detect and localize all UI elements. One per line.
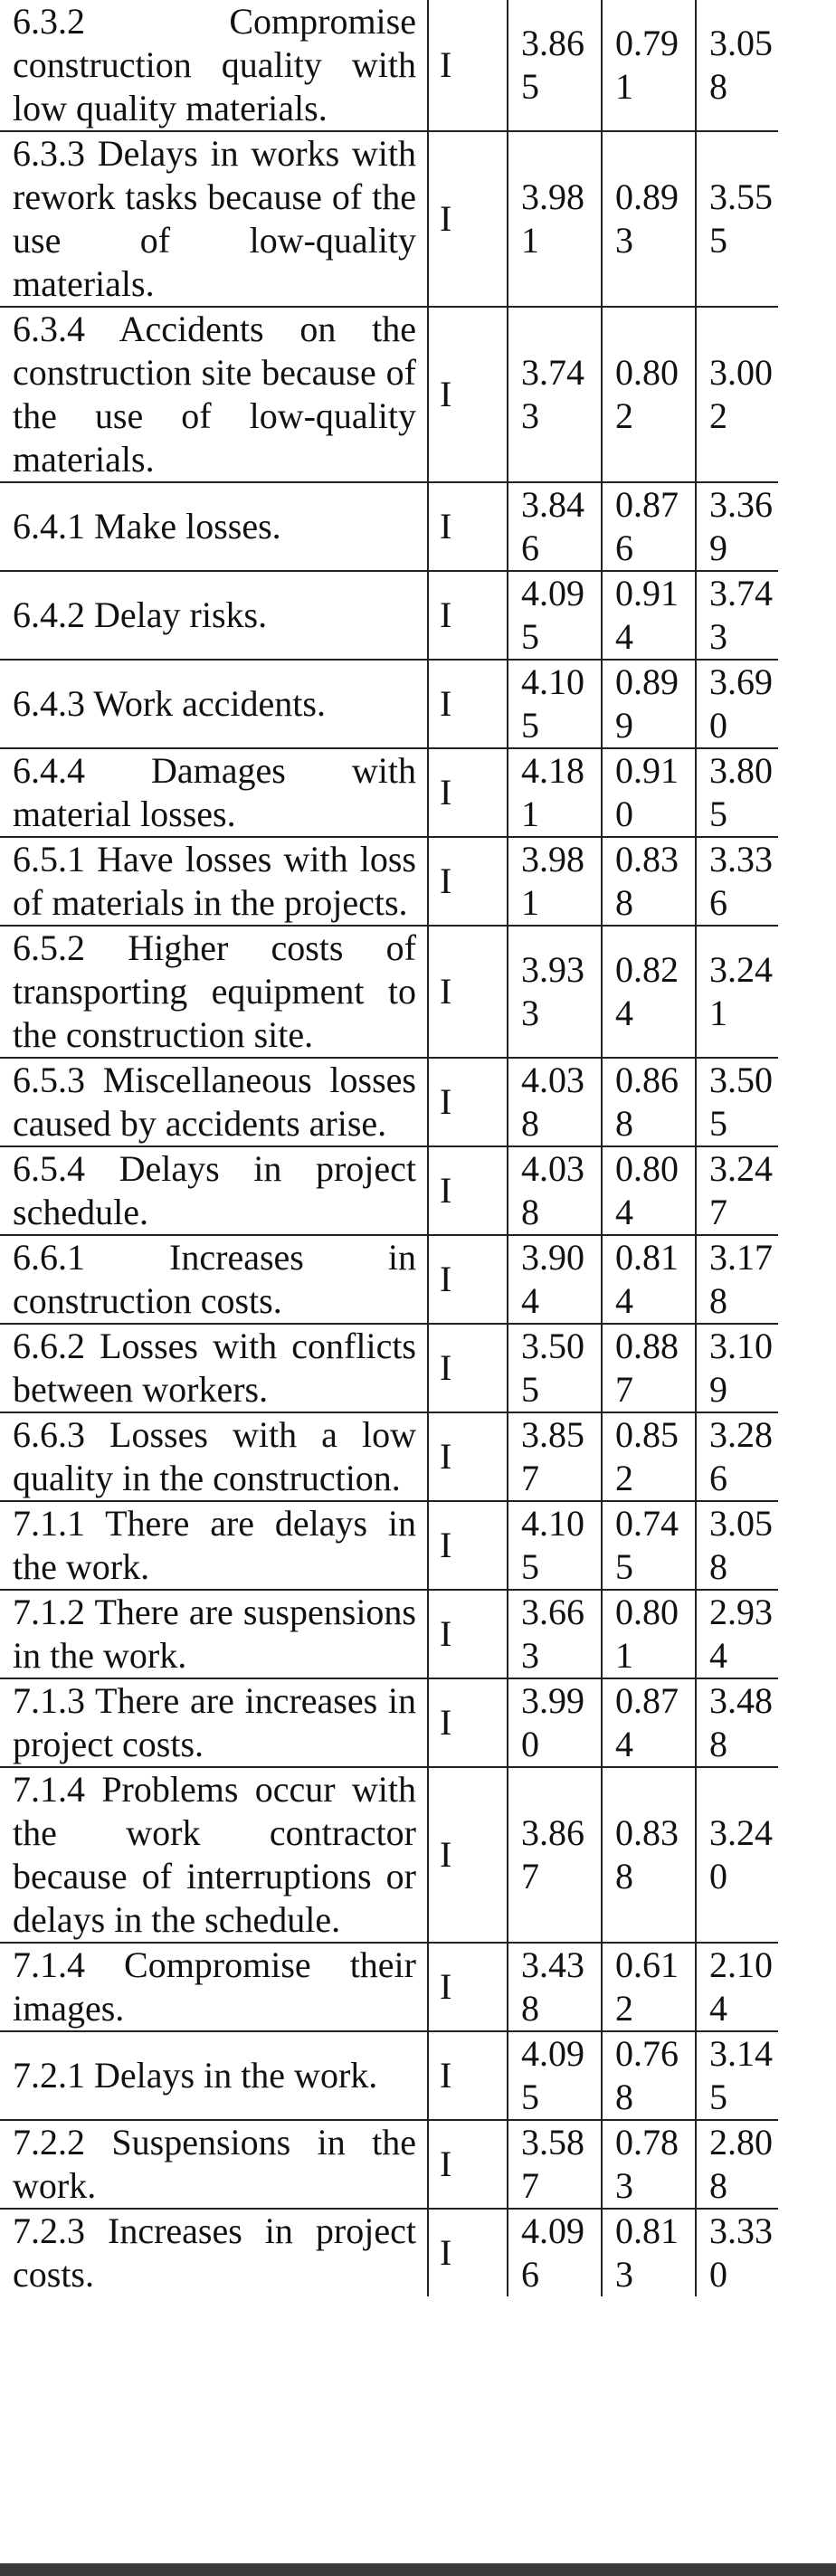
score-value-cell: 3.058	[696, 1501, 778, 1590]
table-row	[0, 1678, 778, 1767]
score-value-cell: 3.286	[696, 1412, 778, 1501]
table-row	[0, 1412, 778, 1501]
item-description-cell: 6.4.2 Delay risks.	[0, 571, 428, 660]
score-value-cell: 3.058	[696, 0, 778, 131]
mean-value-cell: 3.990	[508, 1678, 602, 1767]
score-value-cell: 3.805	[696, 748, 778, 837]
mean-value-cell: 3.865	[508, 0, 602, 131]
item-code-cell: I	[428, 2209, 508, 2296]
mean-value-cell: 3.743	[508, 307, 602, 482]
item-code-cell: I	[428, 2031, 508, 2120]
item-code-cell: I	[428, 748, 508, 837]
mean-value-cell: 3.663	[508, 1590, 602, 1678]
mean-value-cell: 4.096	[508, 2209, 602, 2296]
item-code-cell: I	[428, 1501, 508, 1590]
std-dev-cell: 0.838	[602, 837, 696, 926]
item-description-cell: 7.2.3 Increases in project costs.	[13, 2210, 416, 2295]
mean-value-cell: 4.038	[508, 1146, 602, 1235]
std-dev-cell: 0.791	[602, 0, 696, 131]
item-description-cell: 6.5.1 Have losses with loss of materials in the projects.	[0, 837, 428, 926]
mean-value-cell: 3.981	[508, 837, 602, 926]
score-value-cell: 3.369	[696, 482, 778, 571]
mean-value-cell: 4.038	[508, 1058, 602, 1146]
item-description-cell: 7.1.2 There are suspensions in the work.	[0, 1590, 428, 1678]
item-description-cell: 7.1.1 There are delays in the work.	[0, 1501, 428, 1590]
item-code-cell: I	[428, 131, 508, 307]
score-value-cell: 3.488	[696, 1678, 778, 1767]
item-description-cell: 6.6.1 Increases in construction costs.	[0, 1235, 428, 1324]
mean-value-cell: 3.846	[508, 482, 602, 571]
item-code-cell: I	[428, 1678, 508, 1767]
score-value-cell: 3.336	[696, 837, 778, 926]
mean-value-cell: 3.505	[508, 1324, 602, 1412]
table-row	[0, 2120, 778, 2209]
std-dev-cell: 0.768	[602, 2031, 696, 2120]
item-description-cell: 6.5.3 Miscellaneous losses caused by accidents arise.	[0, 1058, 428, 1146]
std-dev-cell: 0.824	[602, 926, 696, 1058]
score-value-cell: 3.109	[696, 1324, 778, 1412]
item-code-cell: I	[428, 1412, 508, 1501]
mean-value-cell: 3.438	[508, 1943, 602, 2031]
std-dev-cell: 0.874	[602, 1678, 696, 1767]
item-code-cell: I	[428, 1235, 508, 1324]
item-code-cell: I	[428, 926, 508, 1058]
table-row	[0, 1767, 778, 1943]
item-code-cell: I	[428, 1590, 508, 1678]
item-description-cell: 6.5.2 Higher costs of transporting equipment to the construction site.	[0, 926, 428, 1058]
score-value-cell: 2.808	[696, 2120, 778, 2209]
item-description-cell: 7.1.3 There are increases in project costs.	[0, 1678, 428, 1767]
std-dev-cell: 0.838	[602, 1767, 696, 1943]
table-row	[0, 837, 778, 926]
item-description-cell: 6.5.4 Delays in project schedule.	[0, 1146, 428, 1235]
mean-value-cell: 4.181	[508, 748, 602, 837]
score-value-cell: 2.934	[696, 1590, 778, 1678]
std-dev-cell: 0.852	[602, 1412, 696, 1501]
score-value-cell: 3.505	[696, 1058, 778, 1146]
item-description-cell: 6.3.3 Delays in works with rework tasks because of the use of low-quality materials.	[0, 131, 428, 307]
table-row	[0, 131, 778, 307]
item-code-cell: I	[428, 1767, 508, 1943]
score-value-cell: 3.241	[696, 926, 778, 1058]
table-row	[0, 482, 778, 571]
std-dev-cell: 0.893	[602, 131, 696, 307]
score-value-cell: 3.002	[696, 307, 778, 482]
item-description-cell: 7.1.4 Problems occur with the work contractor because of interruptions or delays in the schedule.	[0, 1767, 428, 1943]
score-value-cell: 3.690	[696, 660, 778, 748]
item-code-cell: I	[428, 1146, 508, 1235]
item-description-cell: 7.2.1 Delays in the work.	[0, 2031, 428, 2120]
bottom-scroll-edge	[0, 2563, 836, 2576]
item-code-cell: I	[428, 0, 508, 131]
std-dev-cell: 0.783	[602, 2120, 696, 2209]
mean-value-cell: 3.867	[508, 1767, 602, 1943]
mean-value-cell: 3.933	[508, 926, 602, 1058]
mean-value-cell: 4.095	[508, 2031, 602, 2120]
item-code-cell: I	[428, 307, 508, 482]
table-row	[0, 307, 778, 482]
item-code-cell: I	[428, 1058, 508, 1146]
item-description-cell: 6.3.4 Accidents on the construction site because of the use of low-quality materials.	[0, 307, 428, 482]
item-code-cell: I	[428, 482, 508, 571]
mean-value-cell: 3.587	[508, 2120, 602, 2209]
mean-value-cell: 4.105	[508, 660, 602, 748]
std-dev-cell: 0.801	[602, 1590, 696, 1678]
std-dev-cell: 0.814	[602, 1235, 696, 1324]
item-code-cell: I	[428, 571, 508, 660]
table-row	[0, 0, 778, 131]
table-row	[0, 2031, 778, 2120]
mean-value-cell: 3.981	[508, 131, 602, 307]
item-description-cell: 6.3.2 Compromise construction quality with low quality materials.	[0, 0, 428, 131]
score-value-cell: 3.145	[696, 2031, 778, 2120]
score-value-cell: 3.743	[696, 571, 778, 660]
item-code-cell: I	[428, 1943, 508, 2031]
score-value-cell: 3.247	[696, 1146, 778, 1235]
table-row	[0, 1590, 778, 1678]
std-dev-cell: 0.612	[602, 1943, 696, 2031]
item-code-cell: I	[428, 2120, 508, 2209]
table-row	[0, 1324, 778, 1412]
item-description-cell: 6.4.3 Work accidents.	[0, 660, 428, 748]
item-description-cell: 7.2.2 Suspensions in the work.	[0, 2120, 428, 2209]
std-dev-cell: 0.802	[602, 307, 696, 482]
table-row	[0, 2209, 778, 2296]
std-dev-cell: 0.868	[602, 1058, 696, 1146]
table-row	[0, 1146, 778, 1235]
mean-value-cell: 4.105	[508, 1501, 602, 1590]
item-code-cell: I	[428, 1324, 508, 1412]
score-value-cell: 3.178	[696, 1235, 778, 1324]
item-description-cell: 6.6.2 Losses with conflicts between workers.	[0, 1324, 428, 1412]
table-row	[0, 571, 778, 660]
mean-value-cell: 4.095	[508, 571, 602, 660]
item-description-cell: 7.1.4 Compromise their images.	[0, 1943, 428, 2031]
score-value-cell: 3.555	[696, 131, 778, 307]
table-row	[0, 748, 778, 837]
score-value-cell: 3.330	[696, 2209, 778, 2296]
std-dev-cell: 0.914	[602, 571, 696, 660]
score-value-cell: 3.240	[696, 1767, 778, 1943]
table-row	[0, 1501, 778, 1590]
item-description-cell: 6.4.4 Damages with material losses.	[0, 748, 428, 837]
score-value-cell: 2.104	[696, 1943, 778, 2031]
table-row	[0, 1235, 778, 1324]
table-row	[0, 1943, 778, 2031]
table-row	[0, 1058, 778, 1146]
std-dev-cell: 0.745	[602, 1501, 696, 1590]
item-description-cell: 6.4.1 Make losses.	[0, 482, 428, 571]
std-dev-cell: 0.813	[602, 2209, 696, 2296]
std-dev-cell: 0.887	[602, 1324, 696, 1412]
mean-value-cell: 3.857	[508, 1412, 602, 1501]
mean-value-cell: 3.904	[508, 1235, 602, 1324]
std-dev-cell: 0.910	[602, 748, 696, 837]
item-code-cell: I	[428, 660, 508, 748]
table-row	[0, 926, 778, 1058]
item-code-cell: I	[428, 837, 508, 926]
std-dev-cell: 0.899	[602, 660, 696, 748]
std-dev-cell: 0.804	[602, 1146, 696, 1235]
item-description-cell: 6.6.3 Losses with a low quality in the construction.	[0, 1412, 428, 1501]
table-row	[0, 660, 778, 748]
std-dev-cell: 0.876	[602, 482, 696, 571]
